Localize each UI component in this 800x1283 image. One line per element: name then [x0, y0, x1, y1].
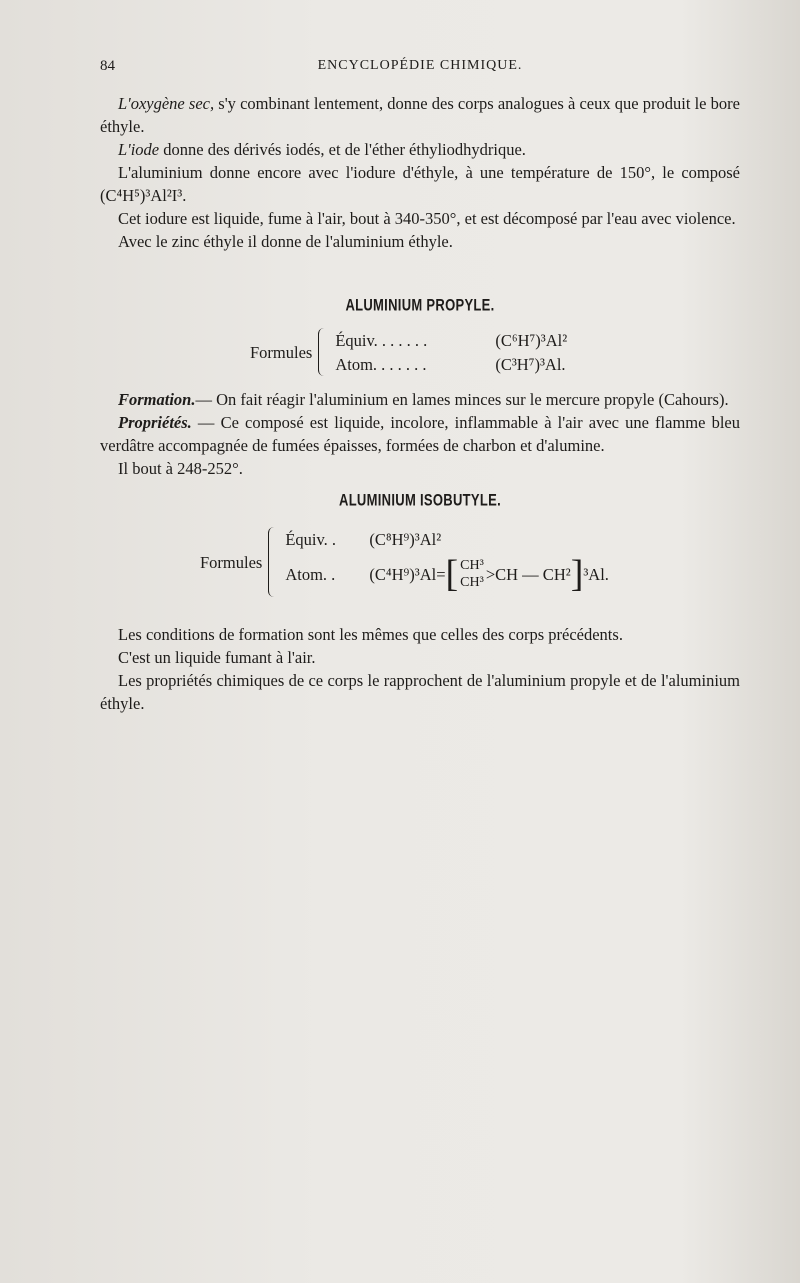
formula-rows [335, 328, 567, 376]
paragraph-formation [100, 388, 740, 411]
boil-text: Il bout à 248-252°. [118, 459, 243, 478]
atom-mid: CH — CH² [495, 564, 571, 584]
paragraph-text: s'y combinant lentement, donne des corps analogues à ceux que produit le bore éthyle. [100, 94, 740, 136]
paragraph-text: Les propriétés chimiques de ce corps le rapprochent de l'aluminium propyle et de l'aluminium éthyle. [100, 671, 740, 713]
proprietes-text: — Ce composé est liquide, incolore, inflammable à l'air avec une flamme bleu verdâtre accompagnée de fumées épaisses, formées de charbon et d'alumine. [100, 413, 740, 455]
formula-row-atom [335, 352, 567, 376]
paragraph [100, 669, 740, 715]
page-header [100, 58, 740, 80]
formation-text: — On fait réagir l'aluminium en lames minces sur le mercure propyle (Cahours). [195, 390, 729, 409]
brace [268, 527, 277, 597]
branch-bottom: CH³ [460, 575, 484, 590]
paragraph-text: donne des dérivés iodés, et de l'éther éthyliodhydrique. [159, 140, 526, 159]
paragraph [100, 138, 740, 161]
formula-key: Équiv. . [285, 529, 337, 549]
paragraph [100, 230, 740, 253]
brace [318, 328, 327, 376]
formula-key: Équiv. . . . . . . [335, 330, 428, 350]
merge-mark: > [485, 564, 496, 584]
paragraph-proprietes [100, 411, 740, 457]
atom-tail: ³Al. [583, 564, 609, 584]
open-bracket: [ [445, 553, 459, 595]
formula-row-atom [285, 551, 609, 597]
formulas-label: Formules [200, 552, 263, 572]
branch-stack [460, 557, 484, 591]
formula-row-equiv [335, 328, 567, 352]
formula-table-isobutyle [200, 527, 740, 597]
formation-label: Formation. [118, 390, 196, 409]
section-title-isobutyle: ALUMINIUM ISOBUTYLE. [339, 489, 501, 510]
paragraph-text: Cet iodure est liquide, fume à l'air, bout à 340-350°, et est décomposé par l'eau avec violence. [118, 209, 736, 228]
formula-value: (C⁸H⁹)³Al² [369, 529, 442, 549]
branch-top: CH³ [460, 558, 484, 573]
paragraph [100, 92, 740, 138]
proprietes-label: Propriétés. [118, 413, 192, 432]
page-body [100, 92, 740, 715]
paragraph-boil [100, 457, 740, 480]
running-title: ENCYCLOPÉDIE CHIMIQUE. [317, 58, 523, 73]
formula-key: Atom. . [285, 564, 336, 584]
formulas-label: Formules [250, 342, 313, 362]
close-bracket: ] [570, 553, 584, 595]
lead-term: L'oxygène sec, [118, 94, 215, 113]
atom-lhs: (C⁴H⁹)³Al= [369, 564, 446, 584]
formula-key: Atom. . . . . . . [335, 354, 427, 374]
paragraph-text: Les conditions de formation sont les mêmes que celles des corps précédents. [118, 625, 623, 644]
formula-table-propyle [250, 328, 740, 376]
formula-rows [285, 527, 609, 597]
formula-row-equiv [285, 527, 609, 551]
page-number: 84 [100, 58, 115, 74]
paragraph [100, 207, 740, 230]
paragraph-text: Avec le zinc éthyle il donne de l'aluminium éthyle. [118, 232, 453, 251]
paragraph [100, 161, 740, 207]
paragraph-text: L'aluminium donne encore avec l'iodure d'éthyle, à une température de 150°, le composé (C⁴H⁵)³Al²I³. [100, 163, 740, 205]
formula-value: (C³H⁷)³Al. [495, 354, 566, 374]
paragraph [100, 646, 740, 669]
section-title-propyle: ALUMINIUM PROPYLE. [345, 294, 495, 315]
lead-term: L'iode [118, 140, 160, 159]
paragraph [100, 623, 740, 646]
formula-value: (C⁶H⁷)³Al² [495, 330, 568, 350]
paragraph-text: C'est un liquide fumant à l'air. [118, 648, 316, 667]
